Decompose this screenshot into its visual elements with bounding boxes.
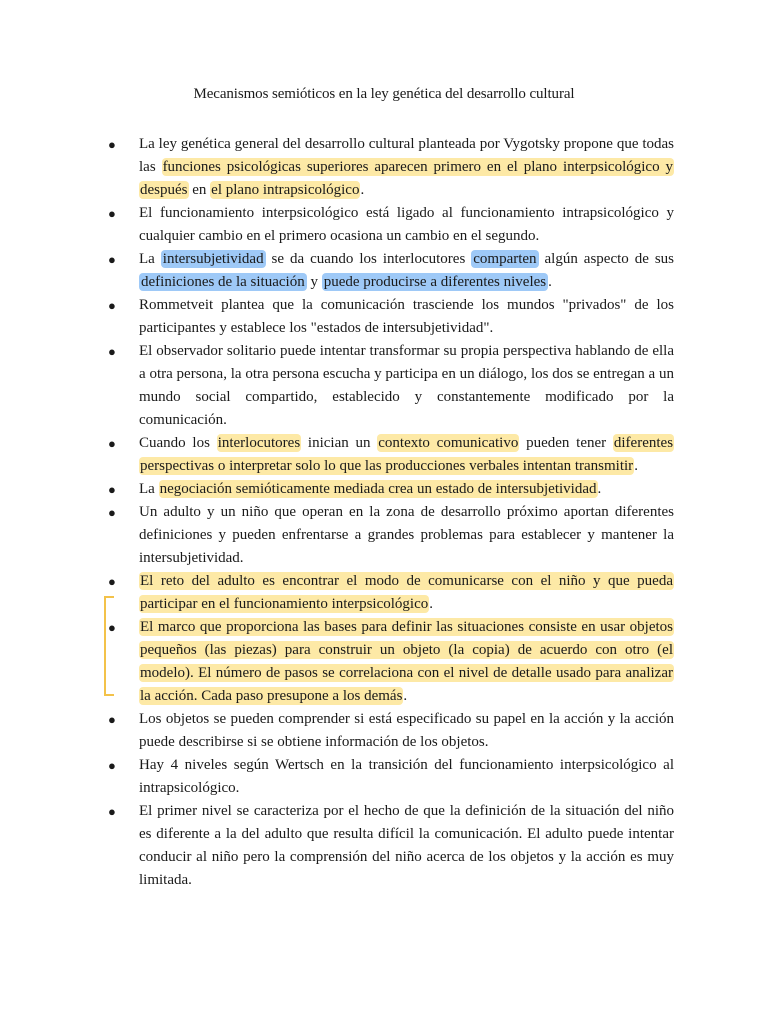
margin-bracket-annotation — [104, 596, 114, 696]
highlight-blue: comparten — [473, 251, 537, 267]
bullet-icon: ● — [108, 252, 116, 267]
bullet-icon: ● — [108, 298, 116, 313]
list-item: ● Rommetveit plantea que la comunicación trasciende los mundos "privados" de los participantes y establece los "estados de intersubjetividad". — [108, 294, 674, 340]
highlight-yellow: El marco que proporciona las bases para definir las situaciones consiste en usar objetos pequeños (las piezas) para construir un objeto (la copia) de acuerdo con otro (el modelo). El número de pasos se correlaciona con el nivel de detalle usado para analizar la acción. Cada paso presupone a los demás — [140, 619, 673, 704]
highlight-yellow: El reto del adulto es encontrar el modo de comunicarse con el niño y que pueda participar en el funcionamiento interpsicológico — [140, 573, 673, 612]
list-item: ● Un adulto y un niño que operan en la zona de desarrollo próximo aportan diferentes definiciones y pueden enfrentarse a grandes problemas para establecer y mantener la intersubjetividad. — [108, 501, 674, 570]
bullet-icon: ● — [108, 758, 116, 773]
bullet-icon: ● — [108, 712, 116, 727]
bullet-icon: ● — [108, 137, 116, 152]
bullet-icon: ● — [108, 804, 116, 819]
bullet-icon: ● — [108, 620, 116, 635]
bullet-icon: ● — [108, 505, 116, 520]
bullet-icon: ● — [108, 344, 116, 359]
bullet-icon: ● — [108, 574, 116, 589]
list-item: ● El primer nivel se caracteriza por el hecho de que la definición de la situación del niño es diferente a la del adulto que resulta difícil la comunicación. El adulto puede intentar conducir al niño pero la comprensión del niño acerca de los objetos y la acción es muy limitada. — [108, 800, 674, 892]
list-item: ● El observador solitario puede intentar transformar su propia perspectiva hablando de ella a otra persona, la otra persona escucha y participa en un diálogo, los dos se entregan a un mundo social compartido, establecido y constantemente modificado por la comunicación. — [108, 340, 674, 432]
highlight-yellow: negociación semióticamente mediada crea un estado de intersubjetividad — [159, 481, 597, 497]
page-title: Mecanismos semióticos en la ley genética del desarrollo cultural — [193, 86, 575, 102]
bullet-list — [108, 133, 674, 892]
highlight-blue: puede producirse a diferentes niveles — [323, 274, 547, 290]
highlight-yellow: el plano intrapsicológico — [211, 182, 360, 198]
list-item: ● El funcionamiento interpsicológico está ligado al funcionamiento intrapsicológico y cualquier cambio en el primero ocasiona un cambio en el segundo. — [108, 202, 674, 248]
list-item: ● La intersubjetividad se da cuando los interlocutores comparten algún aspecto de sus definiciones de la situación y puede producirse a diferentes niveles . — [108, 248, 674, 294]
highlight-blue: definiciones de la situación — [141, 274, 305, 290]
list-item: ● El marco que proporciona las bases para definir las situaciones consiste en usar objetos pequeños (las piezas) para construir un objeto (la copia) de acuerdo con otro (el modelo). El número de pasos se correlaciona con el nivel de detalle usado para analizar la acción. Cada paso presupone a los demás. — [108, 616, 674, 708]
list-item: ● El reto del adulto es encontrar el modo de comunicarse con el niño y que pueda participar en el funcionamiento interpsicológico. — [108, 570, 674, 616]
bullet-icon: ● — [108, 436, 116, 451]
list-item: ● La ley genética general del desarrollo cultural planteada por Vygotsky propone que todas las funciones psicológicas superiores aparecen primero en el plano interpsicológico y después en el plano intrapsicológico. — [108, 133, 674, 202]
highlight-yellow: interlocutores — [217, 435, 301, 451]
highlight-blue: intersubjetividad — [162, 251, 264, 267]
bullet-icon: ● — [108, 206, 116, 221]
list-item: ● La negociación semióticamente mediada crea un estado de intersubjetividad. — [108, 478, 674, 501]
bullet-icon: ● — [108, 482, 116, 497]
highlight-yellow: funciones psicológicas superiores aparecen primero en el plano interpsicológico y después — [140, 159, 673, 198]
highlight-yellow: diferentes perspectivas o interpretar solo lo que las producciones verbales intentan transmitir — [140, 435, 674, 474]
list-item: ● Cuando los interlocutores inician un contexto comunicativo pueden tener diferentes perspectivas o interpretar solo lo que las producciones verbales intentan transmitir. — [108, 432, 674, 478]
list-item: ● Los objetos se pueden comprender si está especificado su papel en la acción y la acción puede describirse si se obtiene información de los objetos. — [108, 708, 674, 754]
list-item: ● Hay 4 niveles según Wertsch en la transición del funcionamiento interpsicológico al intrapsicológico. — [108, 754, 674, 800]
highlight-yellow: contexto comunicativo — [378, 435, 519, 451]
